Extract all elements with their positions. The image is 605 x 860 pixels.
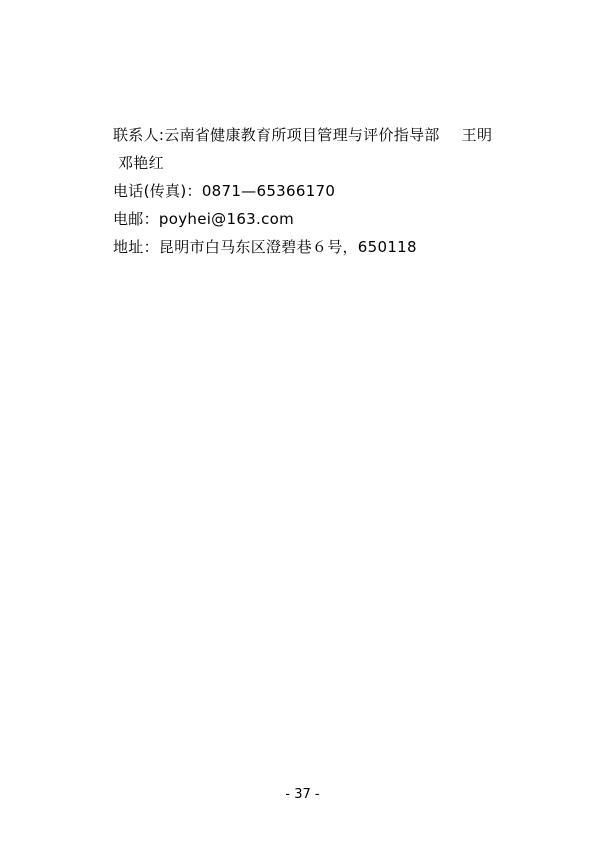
page-number: - 37 - xyxy=(285,787,320,802)
address-value: 昆明市白马东区澄碧巷６号，650118 xyxy=(158,238,417,256)
email-label: 电邮： xyxy=(113,210,159,228)
address-label: 地址： xyxy=(113,238,159,256)
phone-label: 电话(传真)： xyxy=(113,182,202,200)
contact-person-1: 王明 xyxy=(461,126,493,144)
contact-person-line xyxy=(80,121,522,177)
contact-label: 联系人: xyxy=(113,126,165,144)
email-line xyxy=(80,205,522,233)
address-line xyxy=(80,233,522,261)
phone-line xyxy=(80,177,522,205)
contact-person-2: 邓艳红 xyxy=(118,154,164,172)
contact-organization: 云南省健康教育所项目管理与评价指导部 xyxy=(164,126,440,144)
phone-value: 0871—65366170 xyxy=(201,182,336,200)
email-value: poyhei@163.com xyxy=(158,210,295,228)
contact-info-block xyxy=(80,121,522,261)
